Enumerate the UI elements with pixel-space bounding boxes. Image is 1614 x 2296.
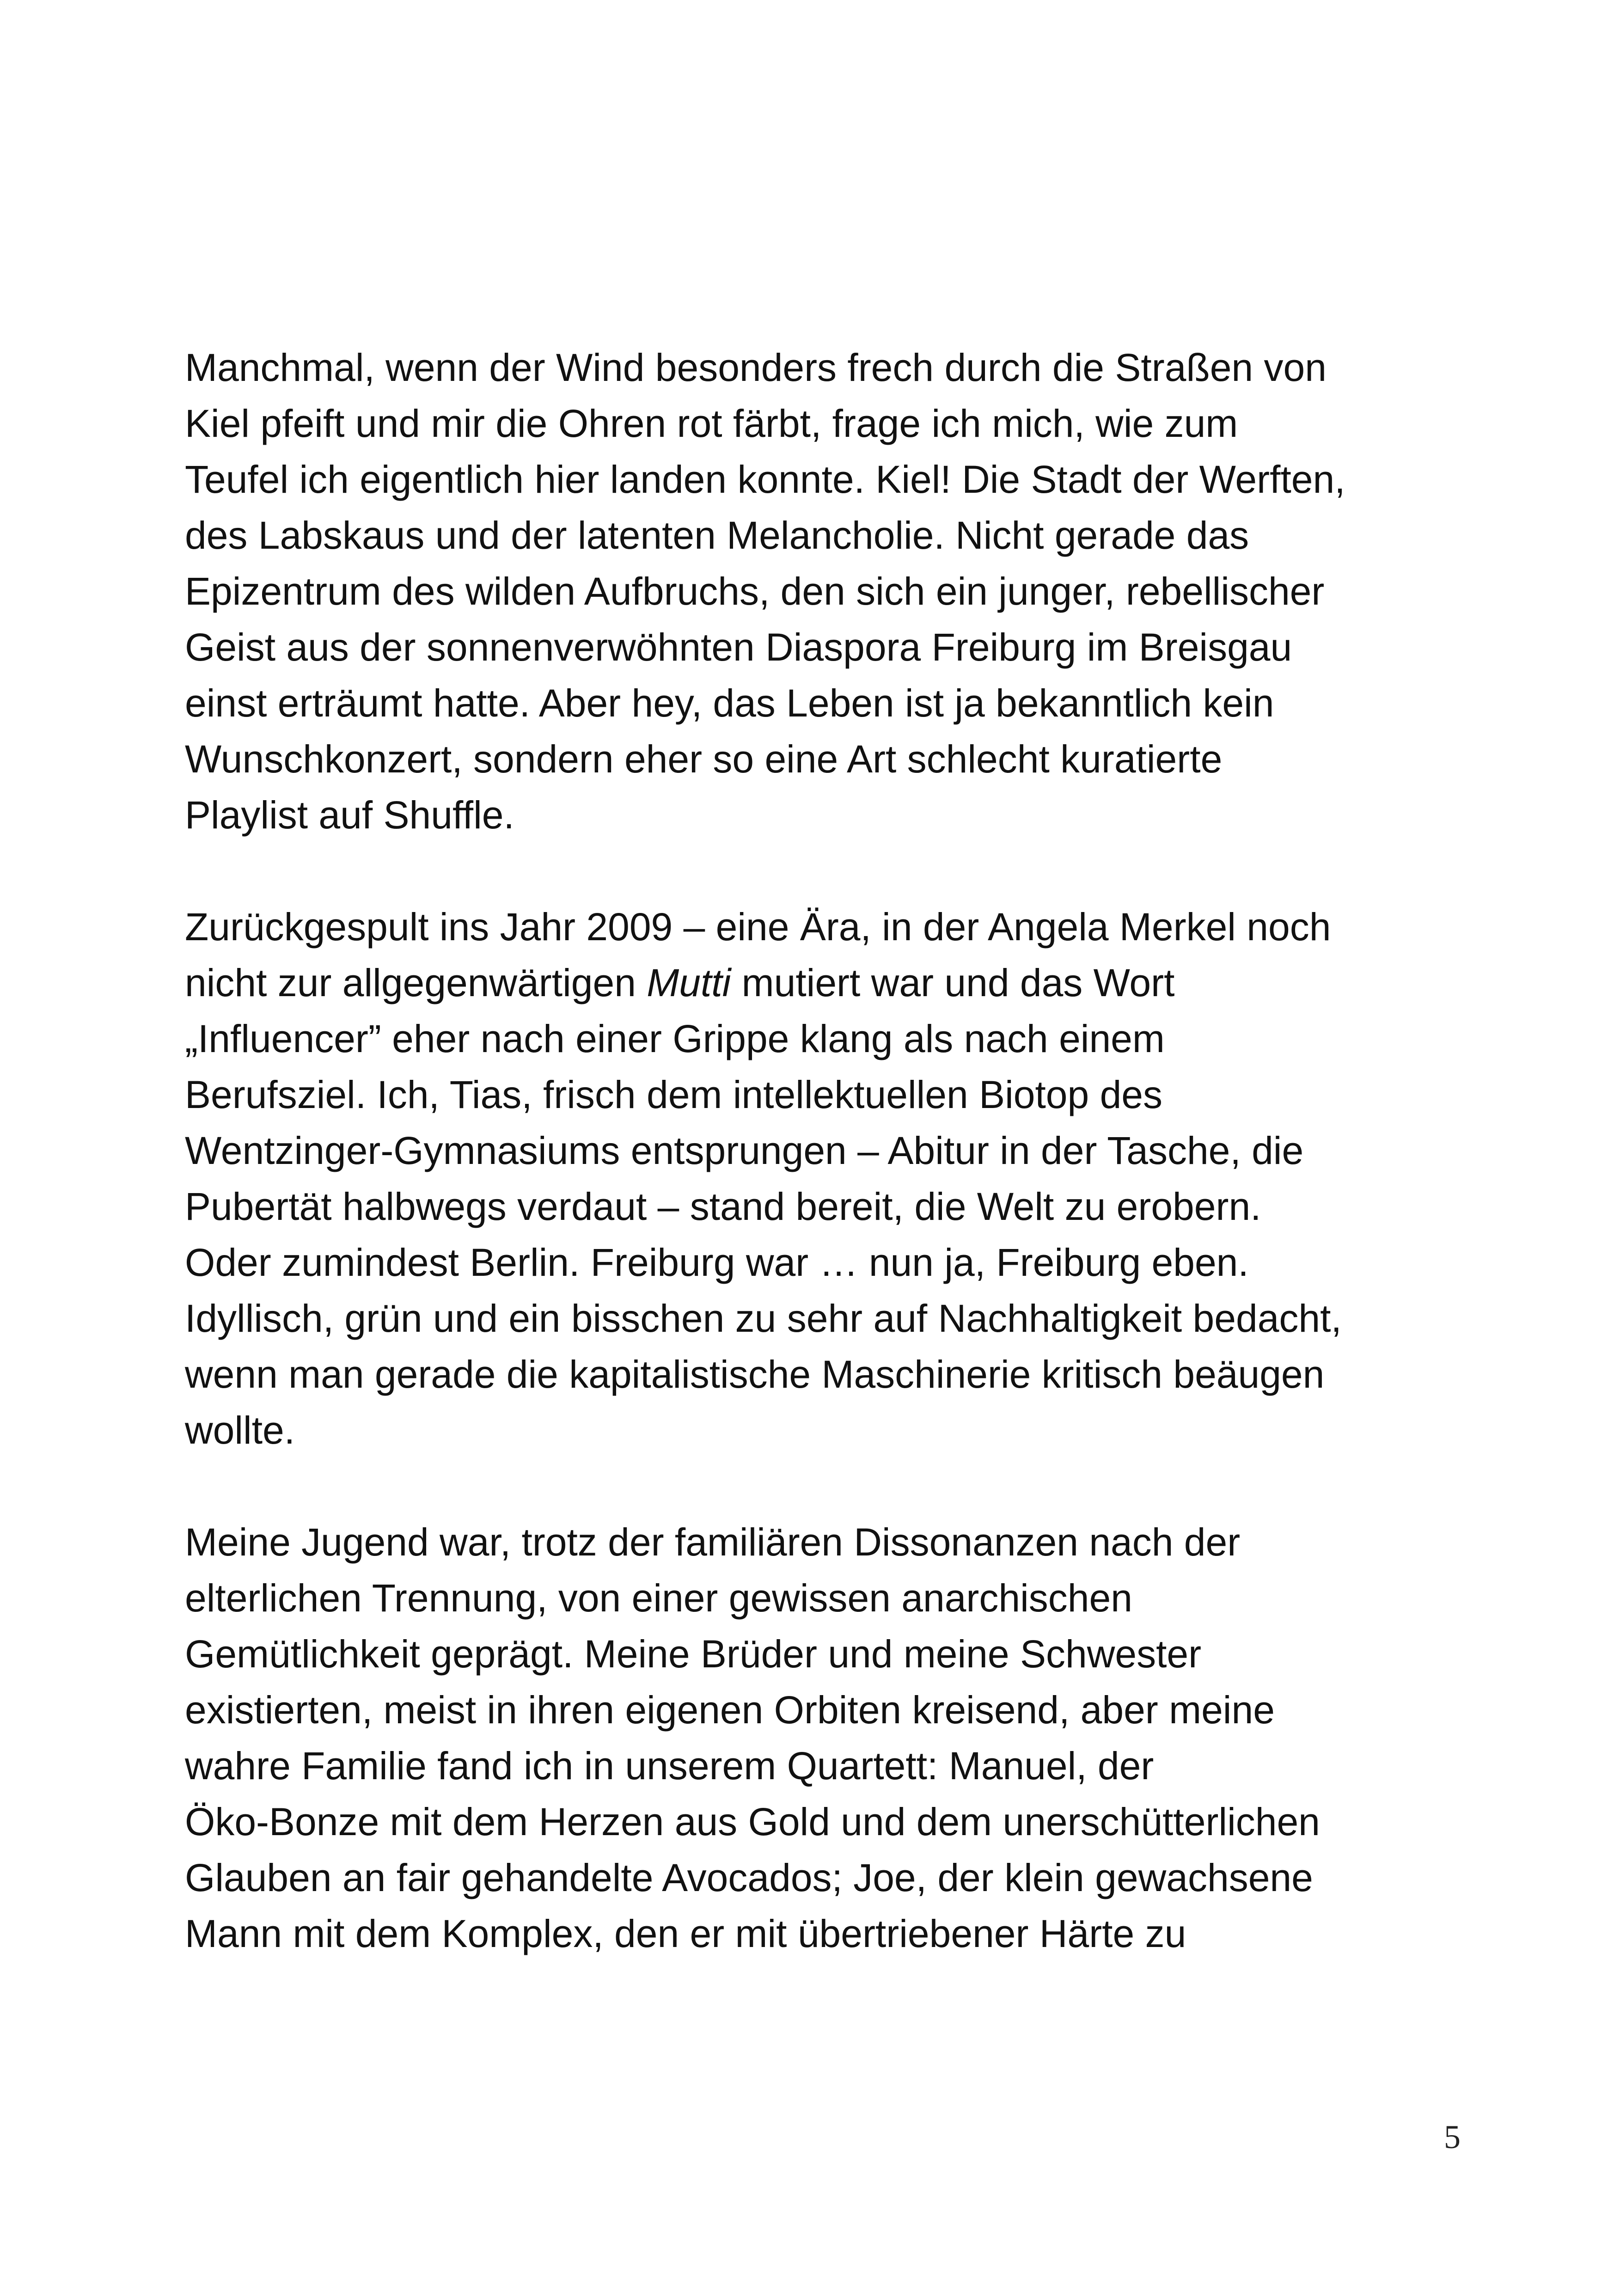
text-segment: Oder zumindest Berlin. Freiburg war … nun ja, Freiburg eben. xyxy=(185,1241,1249,1284)
text-segment: Kiel pfeift und mir die Ohren rot färbt, frage ich mich, wie zum xyxy=(185,402,1238,445)
text-segment: des Labskaus und der latenten Melancholie. Nicht gerade das xyxy=(185,514,1249,557)
text-segment: „Influencer” eher nach einer Grippe klang als nach einem xyxy=(185,1017,1165,1060)
text-segment: Manchmal, wenn der Wind besonders frech durch die Straßen von xyxy=(185,346,1327,389)
text-segment: Teufel ich eigentlich hier landen konnte. Kiel! Die Stadt der Werften, xyxy=(185,458,1345,501)
text-segment: Berufsziel. Ich, Tias, frisch dem intellektuellen Biotop des xyxy=(185,1073,1163,1116)
text-line xyxy=(185,731,1474,787)
text-segment: mutiert war und das Wort xyxy=(731,961,1175,1004)
text-line xyxy=(185,675,1474,731)
text-segment: existierten, meist in ihren eigenen Orbiten kreisend, aber meine xyxy=(185,1688,1275,1732)
text-segment: Gemütlichkeit geprägt. Meine Brüder und meine Schwester xyxy=(185,1632,1202,1676)
text-segment: Öko-Bonze mit dem Herzen aus Gold und dem unerschütterlichen xyxy=(185,1800,1320,1843)
text-segment: Playlist auf Shuffle. xyxy=(185,793,514,837)
text-segment: nicht zur allgegenwärtigen xyxy=(185,961,647,1004)
text-line xyxy=(185,1626,1474,1682)
paragraph xyxy=(185,340,1474,843)
text-segment: wahre Familie fand ich in unserem Quartett: Manuel, der xyxy=(185,1744,1154,1788)
text-segment: Zurückgespult ins Jahr 2009 – eine Ära, in der Angela Merkel noch xyxy=(185,905,1331,949)
text-segment: Epizentrum des wilden Aufbruchs, den sich ein junger, rebellischer xyxy=(185,569,1325,613)
text-line xyxy=(185,508,1474,563)
text-line xyxy=(185,452,1474,508)
text-segment: Wunschkonzert, sondern eher so eine Art schlecht kuratierte xyxy=(185,737,1223,781)
body-text xyxy=(185,340,1474,2018)
text-line xyxy=(185,1235,1474,1291)
text-line xyxy=(185,1906,1474,1962)
text-line xyxy=(185,1738,1474,1794)
text-line xyxy=(185,787,1474,843)
text-line xyxy=(185,563,1474,619)
text-line xyxy=(185,955,1474,1011)
text-segment: wenn man gerade die kapitalistische Maschinerie kritisch beäugen xyxy=(185,1353,1325,1396)
text-segment: Mann mit dem Komplex, den er mit übertriebener Härte zu xyxy=(185,1912,1186,1955)
paragraph xyxy=(185,1514,1474,1962)
text-line xyxy=(185,1514,1474,1570)
text-segment: Glauben an fair gehandelte Avocados; Joe, der klein gewachsene xyxy=(185,1856,1313,1899)
text-line xyxy=(185,1794,1474,1850)
text-line xyxy=(185,899,1474,955)
text-line xyxy=(185,1067,1474,1123)
text-segment: Idyllisch, grün und ein bisschen zu sehr auf Nachhaltigkeit bedacht, xyxy=(185,1297,1342,1340)
text-line xyxy=(185,396,1474,452)
italic-text: Mutti xyxy=(647,961,731,1004)
text-segment: elterlichen Trennung, von einer gewissen anarchischen xyxy=(185,1576,1132,1620)
text-line xyxy=(185,1850,1474,1906)
text-line xyxy=(185,1291,1474,1347)
text-line xyxy=(185,1179,1474,1235)
text-line xyxy=(185,1570,1474,1626)
paragraph xyxy=(185,899,1474,1458)
text-segment: Pubertät halbwegs verdaut – stand bereit, die Welt zu erobern. xyxy=(185,1185,1261,1228)
text-line xyxy=(185,340,1474,396)
text-segment: Geist aus der sonnenverwöhnten Diaspora Freiburg im Breisgau xyxy=(185,625,1292,669)
text-segment: Wentzinger-Gymnasiums entsprungen – Abitur in der Tasche, die xyxy=(185,1129,1304,1172)
text-line xyxy=(185,1347,1474,1402)
text-line xyxy=(185,1123,1474,1179)
text-line xyxy=(185,1682,1474,1738)
text-line xyxy=(185,1011,1474,1067)
text-segment: einst erträumt hatte. Aber hey, das Leben ist ja bekanntlich kein xyxy=(185,681,1274,725)
text-segment: Meine Jugend war, trotz der familiären Dissonanzen nach der xyxy=(185,1520,1241,1564)
text-line xyxy=(185,619,1474,675)
text-segment: wollte. xyxy=(185,1408,295,1452)
page-number: 5 xyxy=(1444,2118,1461,2155)
text-line xyxy=(185,1402,1474,1458)
